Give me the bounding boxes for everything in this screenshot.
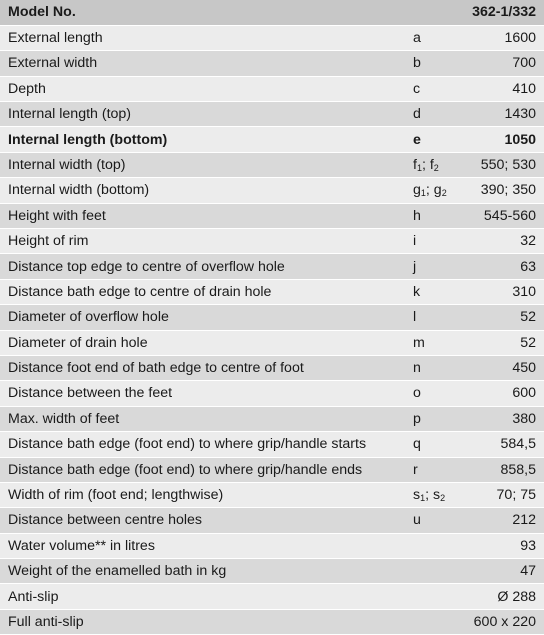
row-label: Full anti-slip xyxy=(0,609,395,634)
row-symbol: h xyxy=(395,203,453,228)
row-symbol: j xyxy=(395,254,453,279)
row-label: Diameter of drain hole xyxy=(0,330,395,355)
row-symbol: a xyxy=(395,25,453,50)
row-value: 584,5 xyxy=(453,432,544,457)
row-symbol: c xyxy=(395,76,453,101)
table-row xyxy=(0,127,544,152)
table-row xyxy=(0,584,544,609)
row-label: Depth xyxy=(0,76,395,101)
table-row xyxy=(0,559,544,584)
row-value: 1430 xyxy=(453,102,544,127)
row-value: 545-560 xyxy=(453,203,544,228)
row-symbol: i xyxy=(395,229,453,254)
row-label: External width xyxy=(0,51,395,76)
row-symbol: u xyxy=(395,508,453,533)
row-label: Diameter of overflow hole xyxy=(0,305,395,330)
table-row xyxy=(0,254,544,279)
row-value: 310 xyxy=(453,279,544,304)
symbol-subscript: 2 xyxy=(433,162,439,173)
row-label: External length xyxy=(0,25,395,50)
row-label: Weight of the enamelled bath in kg xyxy=(0,559,395,584)
symbol-subscript: 1 xyxy=(420,187,426,198)
row-symbol xyxy=(395,559,453,584)
table-row xyxy=(0,330,544,355)
row-value: 700 xyxy=(453,51,544,76)
row-label: Distance bath edge to centre of drain hole xyxy=(0,279,395,304)
header-model-value: 362-1/332 xyxy=(453,0,544,25)
row-symbol xyxy=(395,584,453,609)
symbol-subscript: 1 xyxy=(420,492,426,503)
row-label: Anti-slip xyxy=(0,584,395,609)
table-row xyxy=(0,102,544,127)
table-row xyxy=(0,279,544,304)
table-row xyxy=(0,152,544,177)
row-value: 212 xyxy=(453,508,544,533)
table-row xyxy=(0,203,544,228)
row-value: 63 xyxy=(453,254,544,279)
row-symbol: p xyxy=(395,406,453,431)
row-value: 450 xyxy=(453,355,544,380)
row-symbol: e xyxy=(395,127,453,152)
row-label: Internal length (bottom) xyxy=(0,127,395,152)
row-value: 550; 530 xyxy=(453,152,544,177)
table-row xyxy=(0,381,544,406)
row-value: 1050 xyxy=(453,127,544,152)
row-value: 410 xyxy=(453,76,544,101)
symbol-letter: ; s xyxy=(425,486,441,503)
row-value: 390; 350 xyxy=(453,178,544,203)
row-value: 600 x 220 xyxy=(453,609,544,634)
symbol-letter: ; g xyxy=(425,181,442,198)
table-row xyxy=(0,229,544,254)
row-value: 47 xyxy=(453,559,544,584)
table-row xyxy=(0,25,544,50)
row-symbol xyxy=(395,533,453,558)
row-label: Internal width (top) xyxy=(0,152,395,177)
row-label: Water volume** in litres xyxy=(0,533,395,558)
row-value: 380 xyxy=(453,406,544,431)
table-row xyxy=(0,51,544,76)
table-row xyxy=(0,457,544,482)
row-label: Height of rim xyxy=(0,229,395,254)
row-symbol: o xyxy=(395,381,453,406)
table-row xyxy=(0,432,544,457)
row-label: Internal length (top) xyxy=(0,102,395,127)
row-symbol: d xyxy=(395,102,453,127)
row-symbol: k xyxy=(395,279,453,304)
row-symbol xyxy=(395,178,453,203)
table-row xyxy=(0,355,544,380)
table-header-row xyxy=(0,0,544,25)
row-label: Internal width (bottom) xyxy=(0,178,395,203)
symbol-letter: g xyxy=(413,181,421,198)
table-row xyxy=(0,482,544,507)
row-symbol: n xyxy=(395,355,453,380)
row-label: Width of rim (foot end; lengthwise) xyxy=(0,482,395,507)
row-symbol xyxy=(395,482,453,507)
table-row xyxy=(0,305,544,330)
table-row xyxy=(0,508,544,533)
symbol-subscript: 2 xyxy=(440,492,446,503)
row-value: 600 xyxy=(453,381,544,406)
symbol-subscript: 1 xyxy=(416,162,422,173)
row-symbol: m xyxy=(395,330,453,355)
table-row xyxy=(0,76,544,101)
row-symbol: r xyxy=(395,457,453,482)
row-symbol: q xyxy=(395,432,453,457)
row-value: 1600 xyxy=(453,25,544,50)
table-row xyxy=(0,178,544,203)
row-label: Distance bath edge (foot end) to where grip/handle starts xyxy=(0,432,395,457)
symbol-letter: f xyxy=(413,156,417,173)
row-symbol: b xyxy=(395,51,453,76)
row-value: 70; 75 xyxy=(453,482,544,507)
row-label: Distance foot end of bath edge to centre of foot xyxy=(0,355,395,380)
row-label: Distance top edge to centre of overflow hole xyxy=(0,254,395,279)
row-value: 93 xyxy=(453,533,544,558)
row-value: 52 xyxy=(453,305,544,330)
symbol-subscript: 2 xyxy=(441,187,447,198)
row-value: Ø 288 xyxy=(453,584,544,609)
table-row xyxy=(0,406,544,431)
row-label: Height with feet xyxy=(0,203,395,228)
row-label: Distance between centre holes xyxy=(0,508,395,533)
row-value: 32 xyxy=(453,229,544,254)
row-value: 858,5 xyxy=(453,457,544,482)
row-symbol: l xyxy=(395,305,453,330)
table-row xyxy=(0,533,544,558)
row-value: 52 xyxy=(453,330,544,355)
header-label: Model No. xyxy=(0,0,395,25)
row-label: Max. width of feet xyxy=(0,406,395,431)
symbol-letter: ; f xyxy=(421,156,434,173)
header-symbol xyxy=(395,0,453,25)
symbol-letter: s xyxy=(413,486,421,503)
row-symbol xyxy=(395,152,453,177)
row-label: Distance bath edge (foot end) to where grip/handle ends xyxy=(0,457,395,482)
row-label: Distance between the feet xyxy=(0,381,395,406)
